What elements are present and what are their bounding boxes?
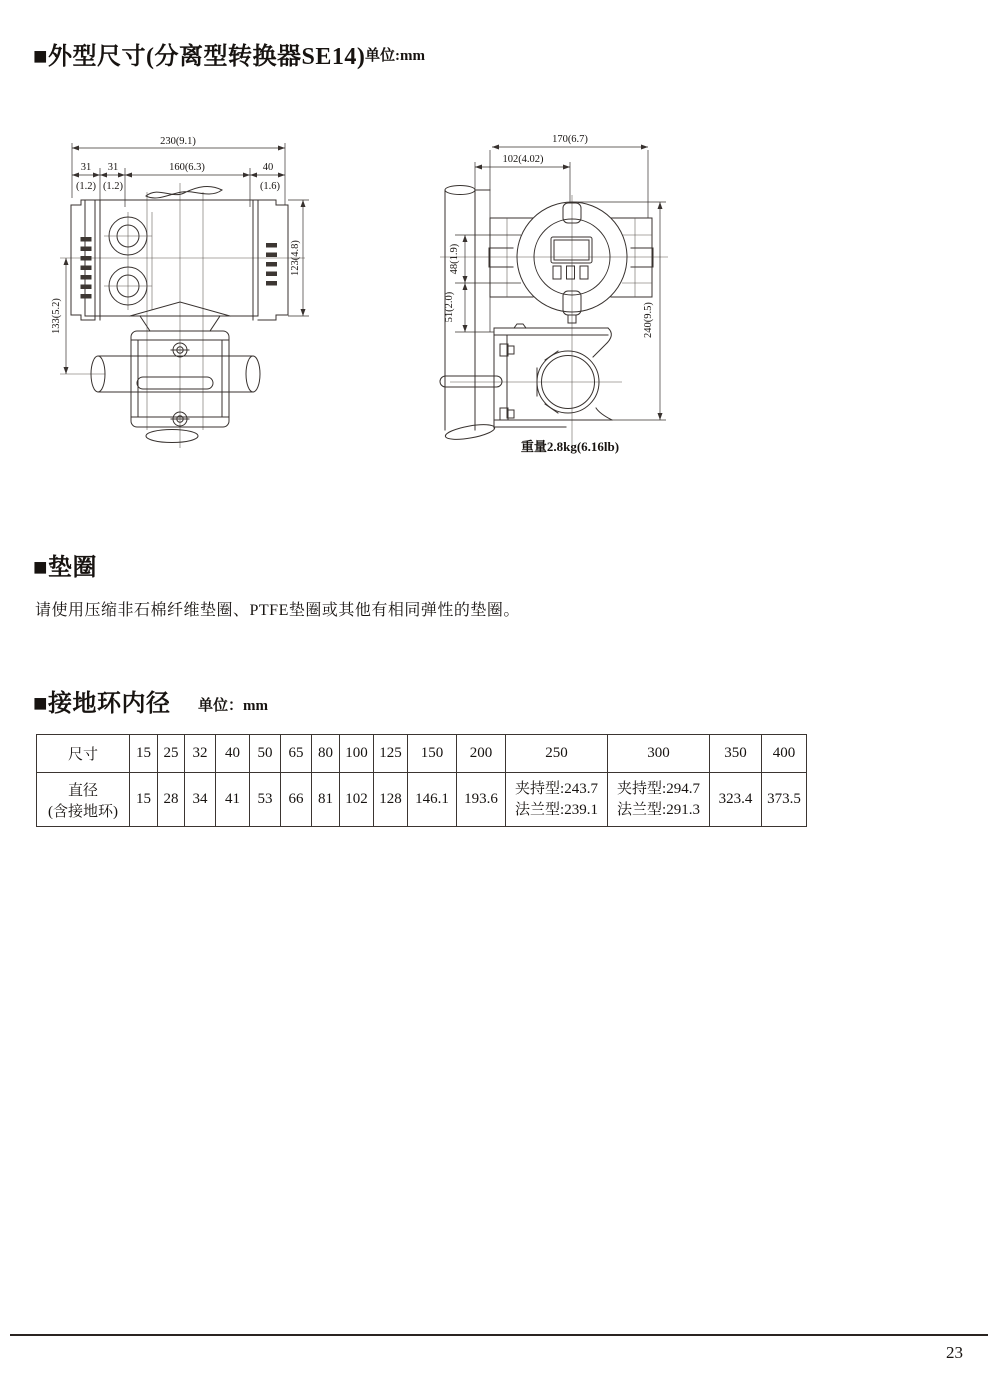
table-cell: 15 — [130, 773, 158, 827]
value-300-clamp: 夹持型:294.7 — [617, 781, 700, 798]
dim-40-mm: 40 — [262, 162, 274, 173]
pipe-side — [91, 356, 260, 392]
ground-ring-table — [36, 734, 807, 827]
dim-160: 160(6.3) — [169, 162, 205, 173]
table-cell-250 — [506, 773, 608, 827]
row-label-cell — [37, 773, 130, 827]
table-cell: 102 — [340, 773, 374, 827]
table-cell: 41 — [216, 773, 250, 827]
dimensions-unit-label: 单位:mm — [365, 48, 425, 64]
front-view-dimensions — [444, 134, 666, 420]
dim-31b-mm: 31 — [107, 162, 119, 173]
dim-240: 240(9.5) — [643, 302, 654, 338]
table-header-cell: 32 — [185, 735, 216, 773]
dim-51: 51(2.0) — [444, 291, 455, 323]
table-header-row — [37, 735, 807, 773]
dim-31a-in: (1.2) — [75, 181, 97, 192]
table-cell: 81 — [312, 773, 340, 827]
gasket-section-title: ■垫圈 — [33, 555, 97, 581]
table-header-cell: 65 — [281, 735, 312, 773]
dim-170: 170(6.7) — [552, 134, 588, 145]
table-cell: 373.5 — [762, 773, 807, 827]
table-cell: 193.6 — [457, 773, 506, 827]
value-250-flange: 法兰型:239.1 — [515, 801, 598, 818]
table-header-cell: 150 — [408, 735, 457, 773]
table-header-cell: 350 — [710, 735, 762, 773]
row-label-line1: 直径 — [67, 782, 98, 799]
right-cap-ribs — [266, 243, 277, 286]
dim-230: 230(9.1) — [160, 136, 196, 147]
table-header-cell: 200 — [457, 735, 506, 773]
table-header-cell: 300 — [608, 735, 710, 773]
page-number: 23 — [946, 1343, 963, 1362]
table-header-cell: 15 — [130, 735, 158, 773]
ground-ring-unit-label: 单位：mm — [198, 698, 268, 714]
left-cap-ribs — [81, 237, 92, 299]
table-header-cell: 250 — [506, 735, 608, 773]
table-cell: 146.1 — [408, 773, 457, 827]
table-cell: 323.4 — [710, 773, 762, 827]
value-300-flange: 法兰型:291.3 — [617, 801, 700, 818]
table-header-cell: 80 — [312, 735, 340, 773]
table-cell: 34 — [185, 773, 216, 827]
table-header-cell: 50 — [250, 735, 281, 773]
dim-133: 133(5.2) — [51, 298, 62, 334]
mounting-bracket-front — [494, 324, 612, 428]
table-cell: 66 — [281, 773, 312, 827]
dimensions-section-title: ■外型尺寸(分离型转换器SE14) — [33, 44, 366, 70]
table-header-cell: 尺寸 — [37, 735, 130, 773]
table-header-cell: 40 — [216, 735, 250, 773]
dim-102: 102(4.02) — [502, 154, 544, 165]
weight-label: 重量2.8kg(6.16lb) — [520, 439, 620, 454]
table-cell: 53 — [250, 773, 281, 827]
ground-ring-section-title: ■接地环内径 — [33, 691, 171, 717]
dim-40-in: (1.6) — [259, 181, 281, 192]
row-label-line2: (含接地环) — [48, 803, 118, 820]
table-header-cell: 100 — [340, 735, 374, 773]
table-cell-300 — [608, 773, 710, 827]
dim-123: 123(4.8) — [290, 240, 301, 276]
dim-48: 48(1.9) — [449, 243, 460, 275]
dim-31a-mm: 31 — [80, 162, 92, 173]
value-250-clamp: 夹持型:243.7 — [515, 781, 598, 798]
technical-drawings — [30, 115, 710, 465]
table-header-cell: 25 — [158, 735, 185, 773]
footer-rule — [10, 1334, 988, 1336]
table-header-cell: 400 — [762, 735, 807, 773]
side-view-drawing — [51, 136, 309, 448]
table-cell: 28 — [158, 773, 185, 827]
table-header-cell: 125 — [374, 735, 408, 773]
converter-body-front — [489, 202, 653, 323]
gasket-note: 请使用压缩非石棉纤维垫圈、PTFE垫圈或其他有相同弹性的垫圈。 — [35, 602, 520, 619]
table-data-row — [37, 773, 807, 827]
table-cell: 128 — [374, 773, 408, 827]
dim-31b-in: (1.2) — [102, 181, 124, 192]
front-view-drawing — [440, 134, 668, 454]
